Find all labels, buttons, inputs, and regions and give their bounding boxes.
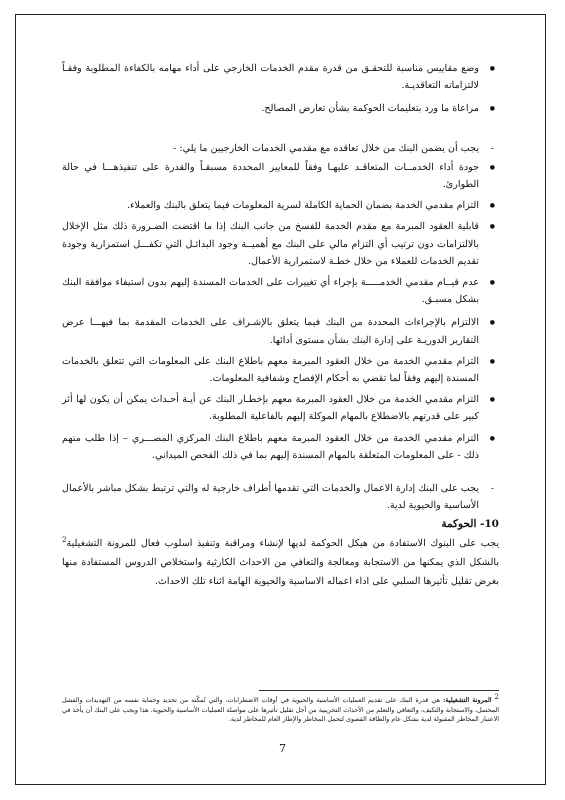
paragraph-text: يجب على البنوك الاستفادة من هيكل الحوكمة لديها لإنشاء ومراقبة وتنفيذ اسلوب فعال للمرونة التشغيلية (66, 537, 499, 549)
governance-paragraph (62, 534, 499, 591)
paragraph-text: بالشكل الذي يمكنها من الاستجابة ومعالجة والتعافي من الاحداث الكارثية واستخلاص الدروس المستفادة منها بغرض تقليل تأثيرها السلبي على اداء اعماله الاساسية والحيوية الهامة اثناء تلك الاحداث. (62, 556, 499, 587)
page-number: 7 (279, 742, 286, 755)
intro-bullet-list (62, 60, 499, 118)
footnote-number: 2 (494, 692, 500, 701)
list-item: ● التزام مقدمي الخدمة بضمان الحماية الكاملة لسرية المعلومات فيما يتعلق بالبنك والعملاء. (62, 197, 499, 214)
list-item: ● مراعاة ما ورد بتعليمات الحوكمة بشأن تعارض المصالح. (62, 100, 499, 117)
page-content (62, 60, 499, 591)
list-item: ● وضع مقاييس مناسبة للتحقـق من قدرة مقدم الخدمات الخارجي على أداء مهامه بالكفاءة المطلوبة وفقـاً لالتزاماته التعاقديـة. (62, 60, 499, 94)
footnote-reference[interactable]: 2 (62, 535, 67, 544)
list-item: ● عدم قيــام مقدمي الخدمـــــة بإجراء أي تغييرات على الخدمات المسندة إليهم بدون استيفاء موافقة البنك بشكل مسبـق. (62, 274, 499, 308)
footnote-term: المرونة التشغيلية: (442, 696, 492, 704)
section-intro: - يجب أن يضمن البنك من خلال تعاقده مع مقدمي الخدمات الخارجيين ما يلي: - (62, 140, 499, 157)
list-item: ● التزام مقدمي الخدمة من خلال العقود المبرمة معهم باطلاع البنك على المعلومات التي تتعلق بالخدمات المسندة إليهم وفقاً لما تقضي به أحكام الإفصاح وشفافية المعلومات. (62, 353, 499, 387)
list-item: ● قابلية العقود المبرمة مع مقدم الخدمة للفسخ من جانب البنك إذا ما اقتضت الضـرورة ذلك مثل الإخلال بالالتزامات دون ترتيب أي التزام مالي على البنك مع أهميــة وجود البدائـل التي تكفـــل استمرارية وجودة تقديم الخدمات للعملاء من خلال خطـة لاستمرارية الأعمال. (62, 218, 499, 270)
list-item: ● جودة أداء الخدمــات المتعاقـد عليهـا وفقاً للمعايير المحددة مسبقـاً والقدرة على تنفيذهـــا في حالة الطوارئ. (62, 159, 499, 193)
list-item: ● التزام مقدمي الخدمة من خلال العقود المبرمة معهم باطلاع البنك المركزي المصـــري – إذا طلب منهم ذلك - على المعلومات المتعلقة بالمهام المسندة إليهم بما في ذلك الفحص الميداني. (62, 430, 499, 464)
obligations-bullet-list (62, 159, 499, 464)
footnote (62, 692, 500, 725)
closing-item: - يجب على البنك إدارة الاعمال والخدمات التي تقدمها أطراف خارجية له والتي ترتبط بشكل مباشر بالأعمال الأساسية والحيوية لدية. (62, 480, 499, 514)
footnote-separator (259, 690, 499, 691)
list-item: ● الالتزام بالإجراءات المحددة من البنك فيما يتعلق بالإشـراف على الخدمات المقدمة بما فيهـــا عرض التقارير الدوريـة على إدارة البنك بشأن مستوى أدائها. (62, 314, 499, 348)
section-heading: 10- الحوكمة (441, 518, 499, 531)
list-item: ● التزام مقدمي الخدمة من خلال العقود المبرمة معهم بإخطـار البنك عن أيـة أحـداث يمكن أن يكون لها أثر كبير على قدرتهم بالاضطلاع بالمهام الموكلة إليهم بالفاعلية المطلوبة. (62, 391, 499, 425)
footnote-text: هي قدرة البنك على تقديم العمليات الأساسية والحيوية في أوقات الاضطرابات، والتي تُمكّنه من تحديد وحماية نفسه من التهديدات والفشل المحتمل، والاستجابة والتكيف، والتعافي والتعلم من الأحداث التخريبية من أجل تقليل تأثيرها على مواصلة العمليات الأساسية والحيوية. هذا ويجب على البنك أن يأخذ في الاعتبار المخاطر المقبولة لدية بشكل عام والطاقة القصوى لتحمل المخاطر والإطار العام للمخاطر لدية. (62, 696, 499, 723)
